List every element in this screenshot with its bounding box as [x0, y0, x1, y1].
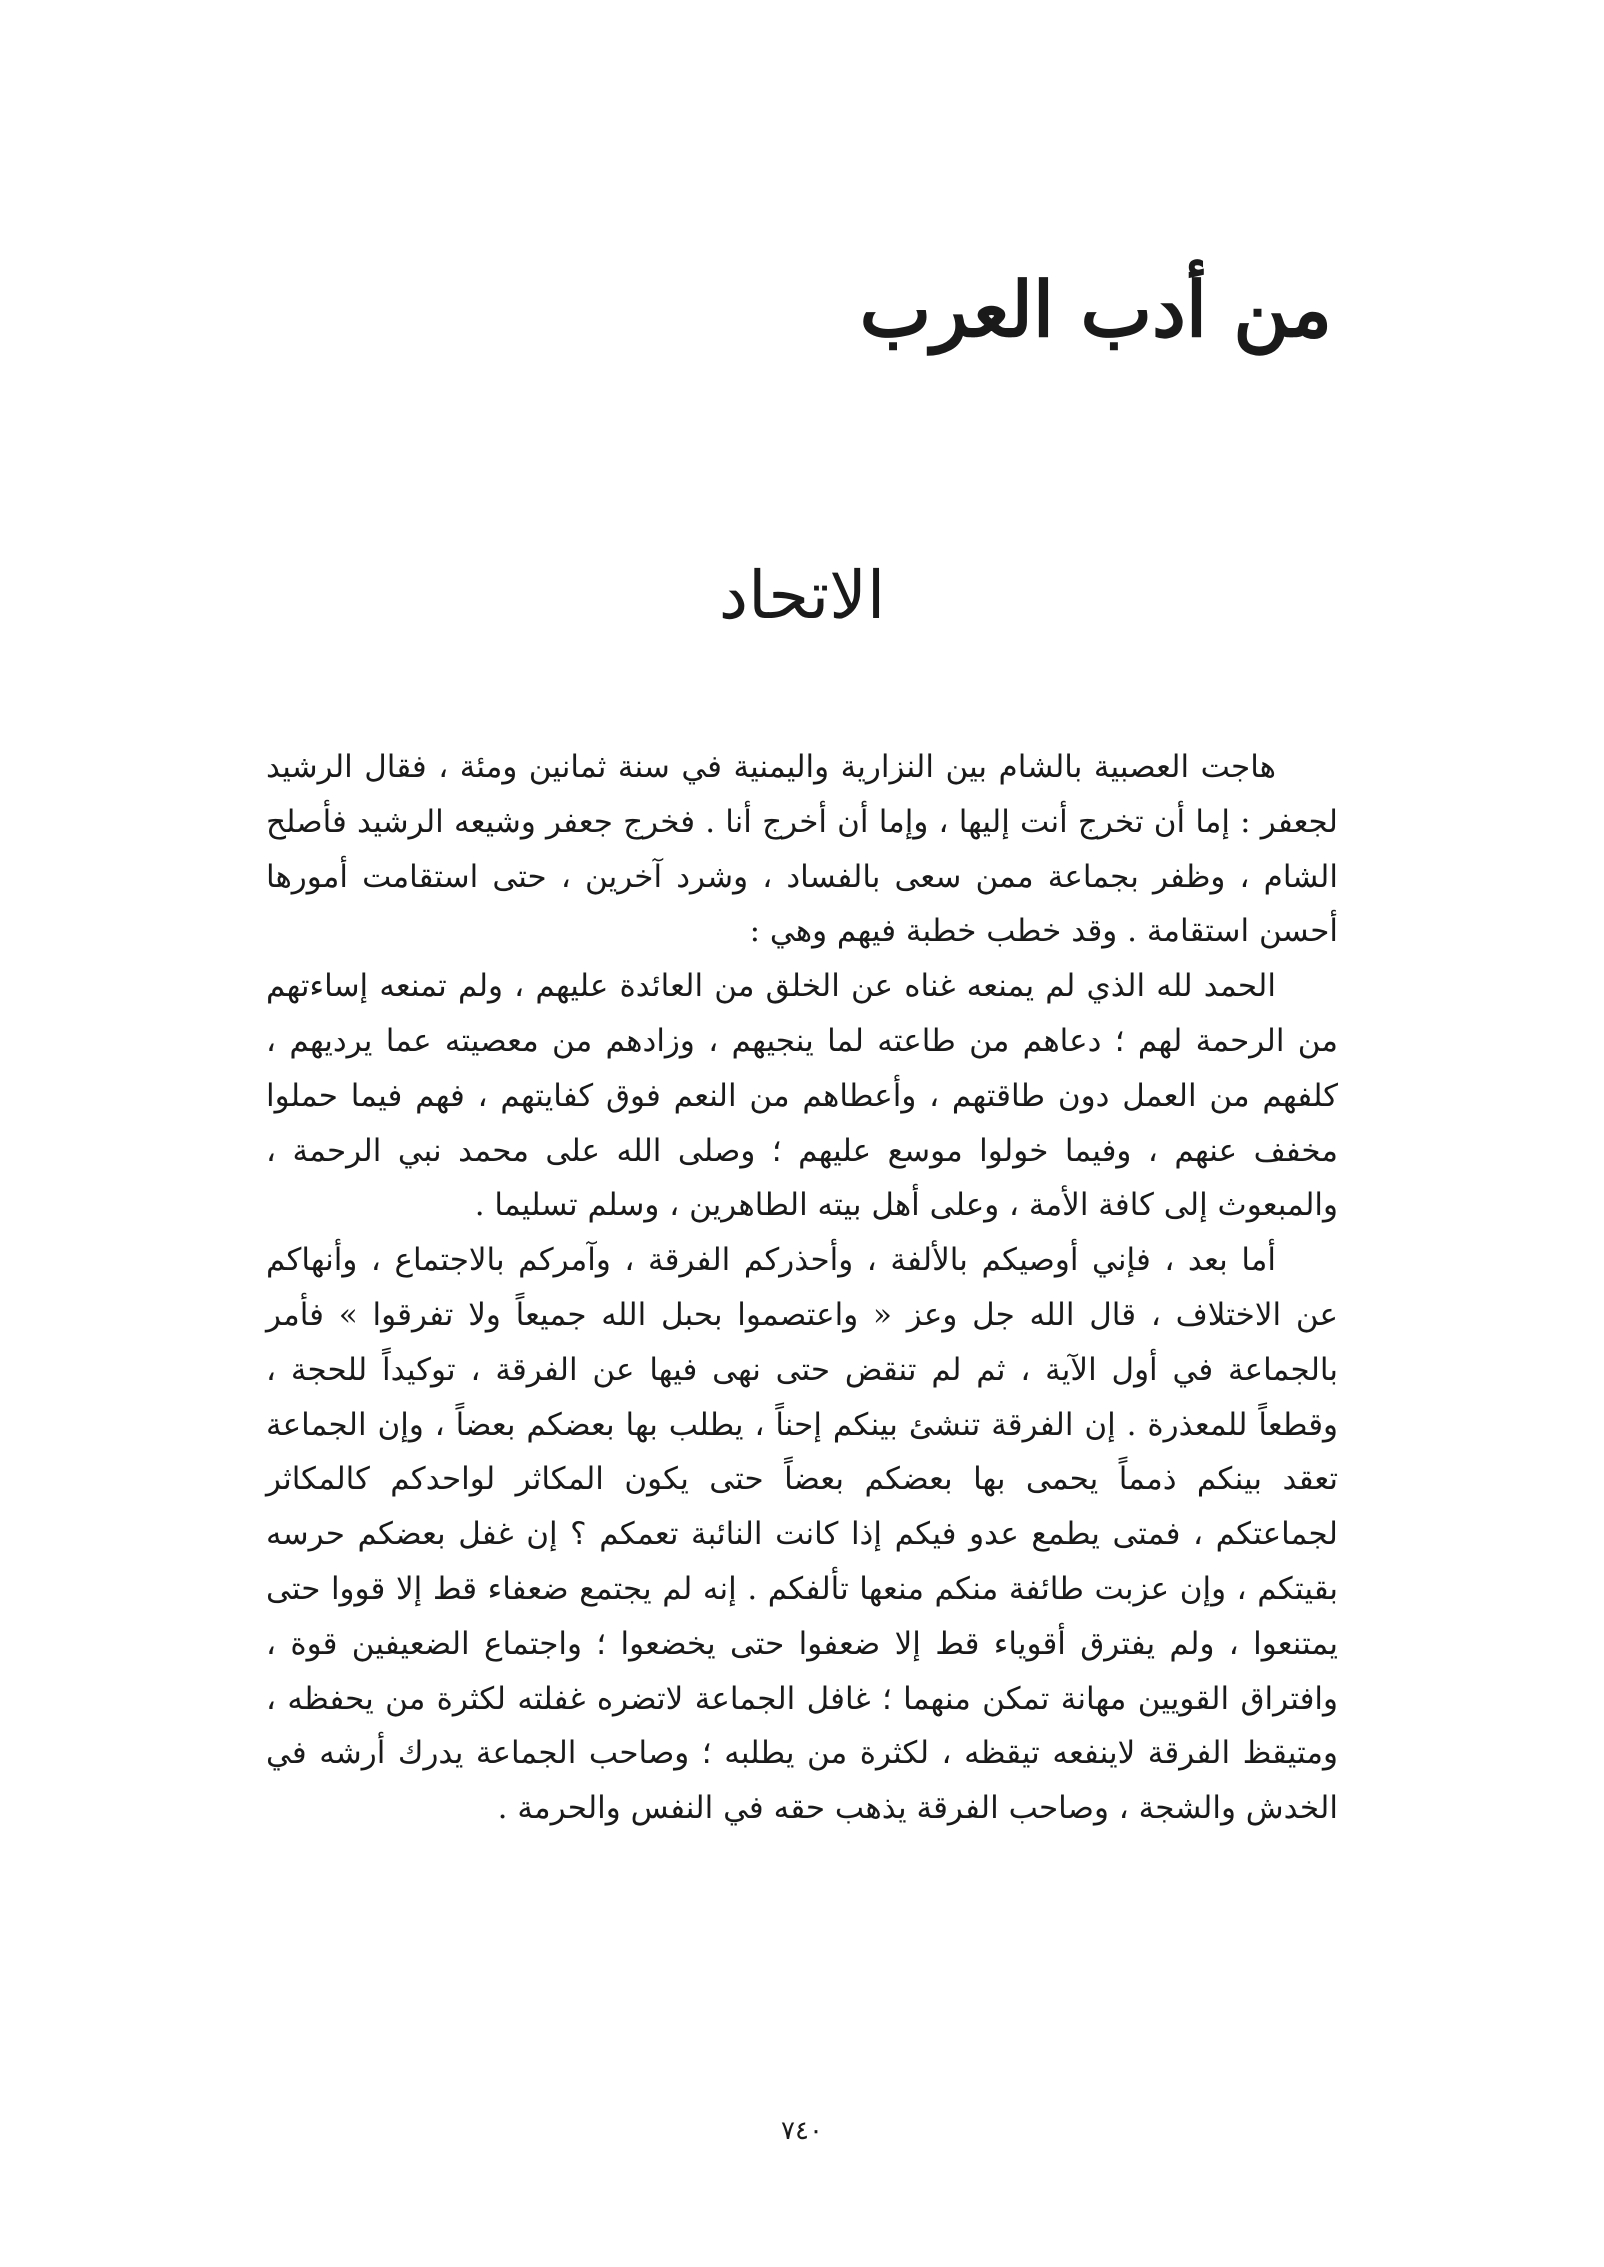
- article-body: [266, 740, 1338, 1836]
- section-title: من أدب العرب: [859, 265, 1332, 354]
- page-number: ٧٤٠: [781, 2116, 823, 2146]
- article-title: الاتحاد: [718, 557, 886, 634]
- sermon-praise-paragraph: الحمد لله الذي لم يمنعه غناه عن الخلق من العائدة عليهم ، ولم تمنعه إساءتهم من الرحمة لهم ؛ دعاهم من طاعته لما ينجيهم ، وزادهم من معصيته عما يرديهم ، كلفهم من العمل دون طاقتهم ، وأعطاهم من النعم فوق كفايتهم ، فهم فيما حملوا مخفف عنهم ، وفيما خولوا موسع عليهم ؛ وصلى الله على محمد نبي الرحمة ، والمبعوث إلى كافة الأمة ، وعلى أهل بيته الطاهرين ، وسلم تسليما .: [266, 968, 1338, 1224]
- sermon-main-paragraph: أما بعد ، فإني أوصيكم بالألفة ، وأحذركم الفرقة ، وآمركم بالاجتماع ، وأنهاكم عن الاختلاف ، قال الله جل وعز « واعتصموا بحبل الله جميعاً ولا تفرقوا » فأمر بالجماعة في أول الآية ، ثم لم تنقض حتى نهى فيها عن الفرقة ، توكيداً للحجة ، وقطعاً للمعذرة . إن الفرقة تنشئ بينكم إحناً ، يطلب بها بعضكم بعضاً ، وإن الجماعة تعقد بينكم ذمماً يحمى بها بعضكم بعضاً حتى يكون المكاثر لواحدكم كالمكاثر لجماعتكم ، فمتى يطمع عدو فيكم إذا كانت النائبة تعمكم ؟ إن غفل بعضكم حرسه بقيتكم ، وإن عزبت طائفة منكم منعها تألفكم . إنه لم يجتمع ضعفاء قط إلا قووا حتى يمتنعوا ، ولم يفترق أقوياء قط إلا ضعفوا حتى يخضعوا ؛ واجتماع الضعيفين قوة ، وافتراق القويين مهانة تمكن منهما ؛ غافل الجماعة لاتضره غفلته لكثرة من يحفظه ، ومتيقظ الفرقة لاينفعه تيقظه ، لكثرة من يطلبه ؛ وصاحب الجماعة يدرك أرشه في الخدش والشجة ، وصاحب الفرقة يذهب حقه في النفس والحرمة .: [266, 1242, 1338, 1827]
- intro-paragraph: هاجت العصبية بالشام بين النزارية واليمنية في سنة ثمانين ومئة ، فقال الرشيد لجعفر : إما أن تخرج أنت إليها ، وإما أن أخرج أنا . فخرج جعفر وشيعه الرشيد فأصلح الشام ، وظفر بجماعة ممن سعى بالفساد ، وشرد آخرين ، حتى استقامت أمورها أحسن استقامة . وقد خطب خطبة فيهم وهي :: [266, 749, 1338, 950]
